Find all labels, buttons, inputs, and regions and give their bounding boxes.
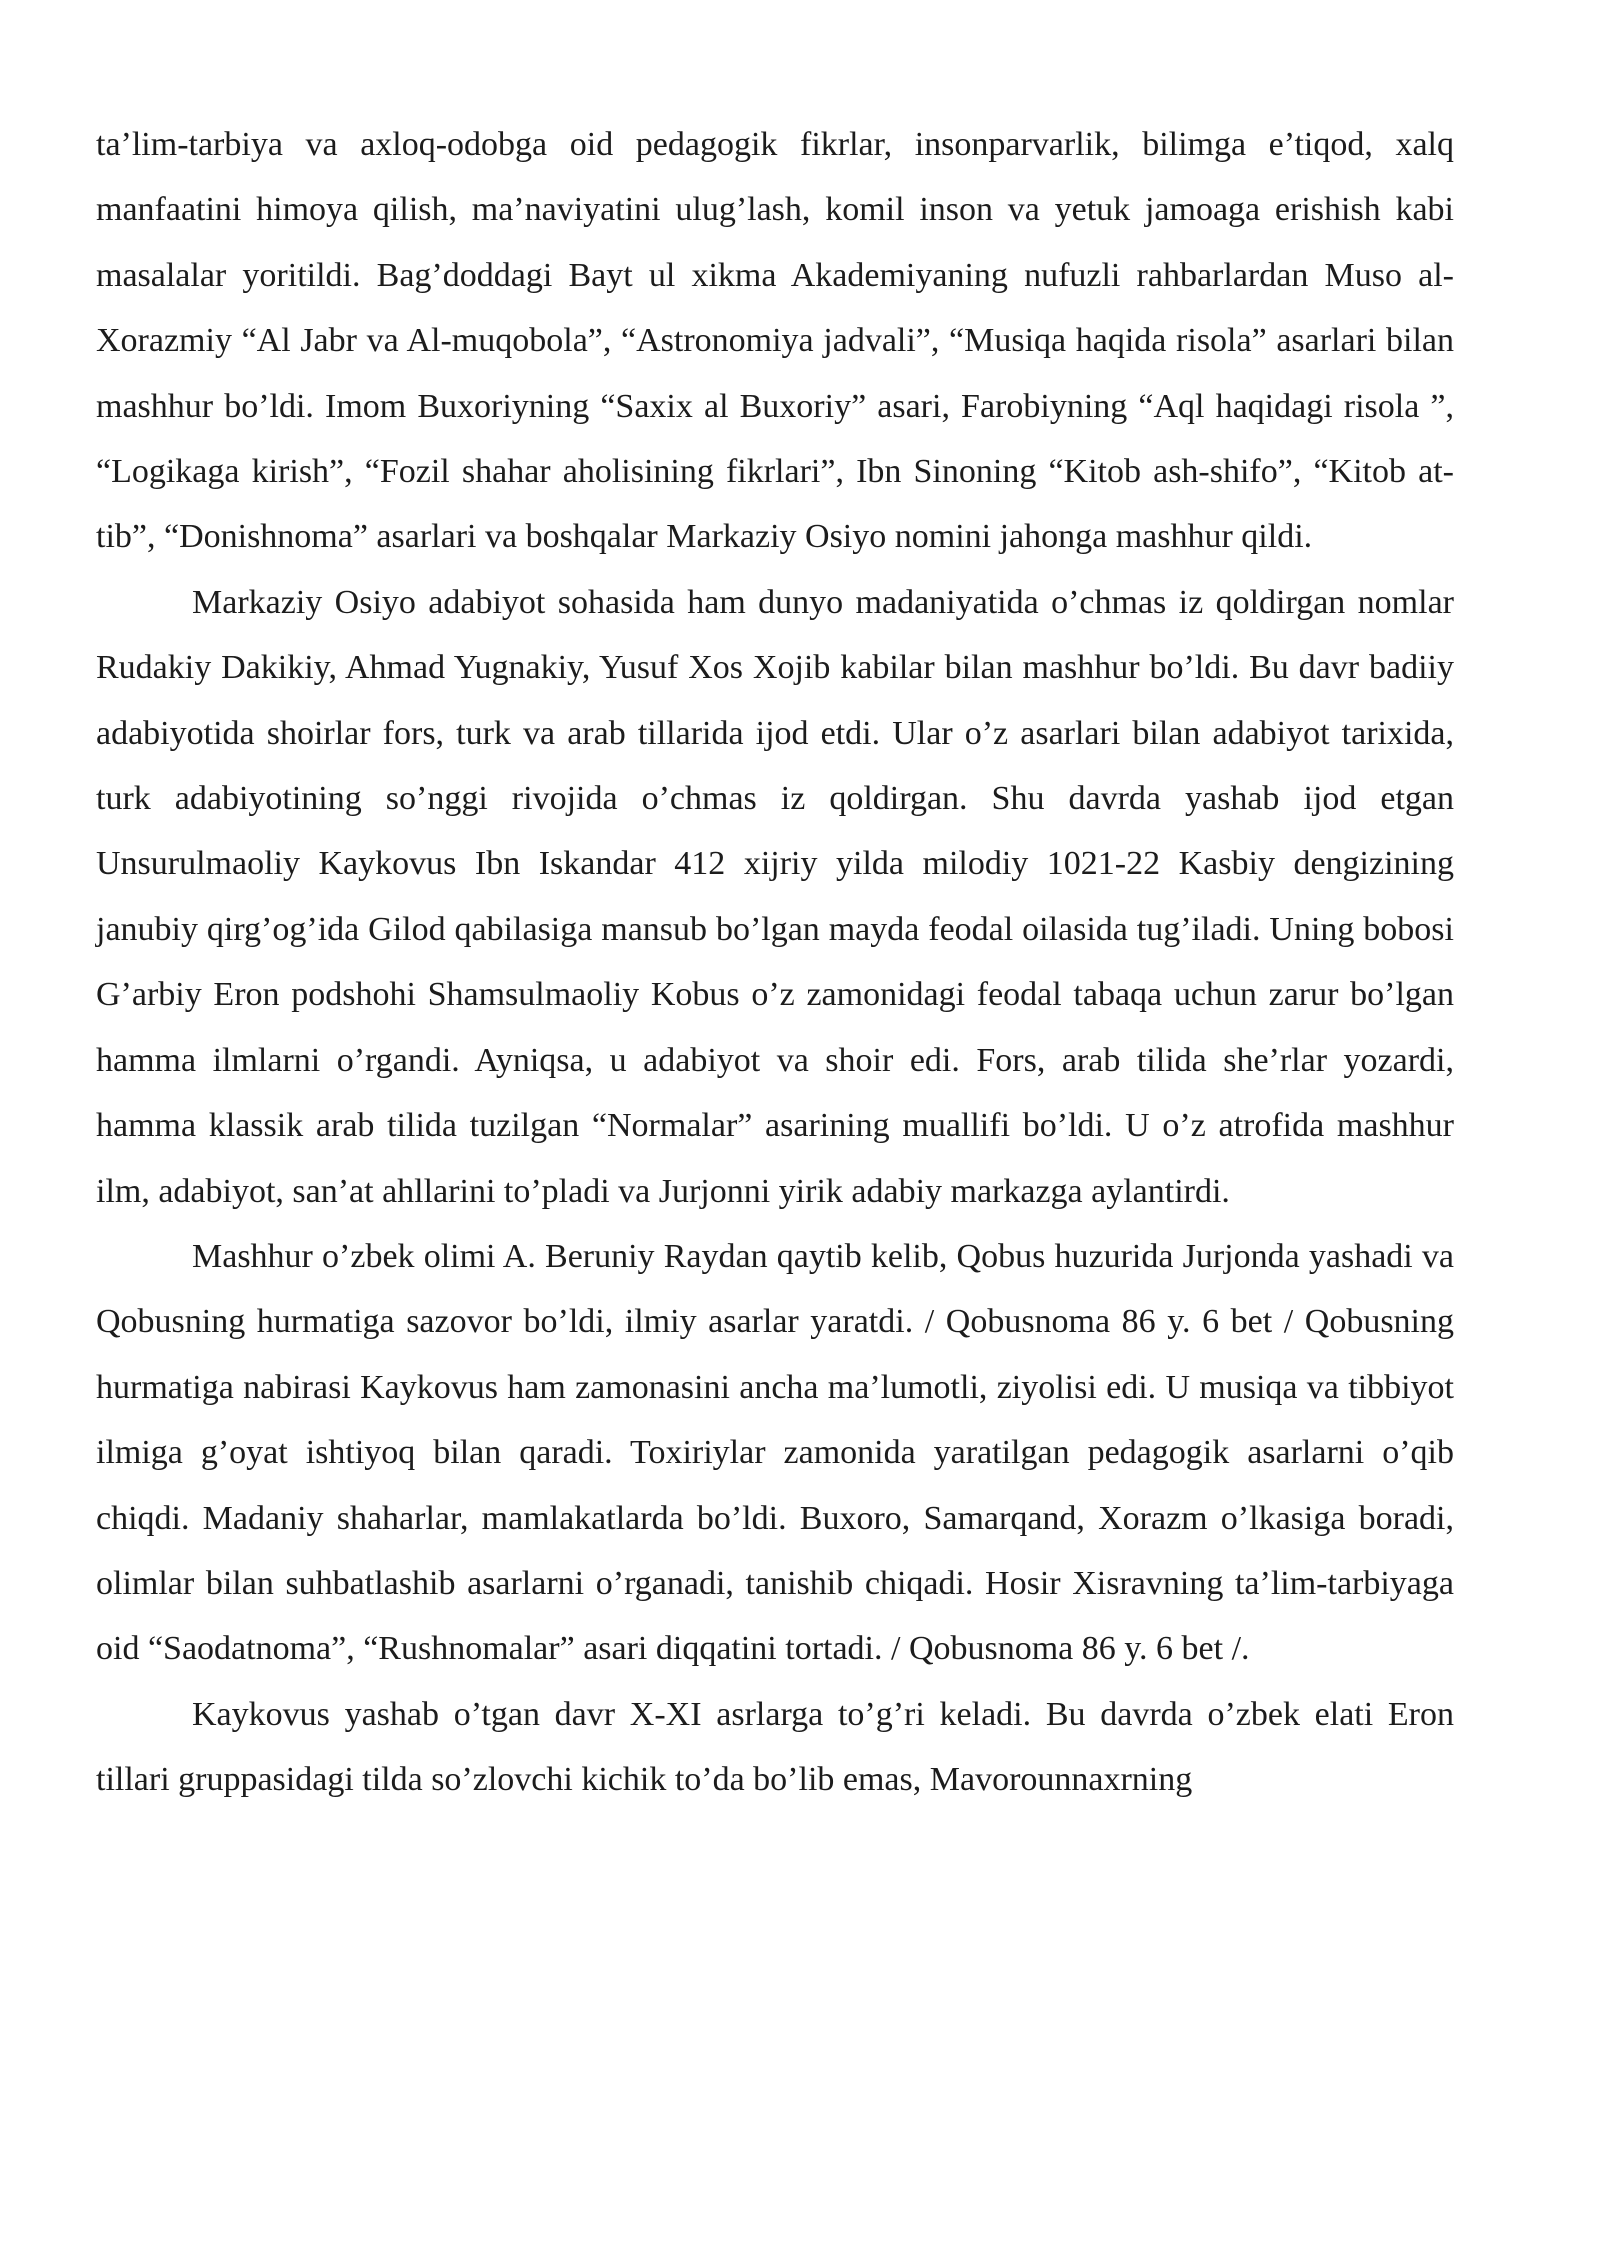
paragraph: ta’lim-tarbiya va axloq-odobga oid pedagogik fikrlar, insonparvarlik, bilimga e’tiqod, xalq manfaatini himoya qilish, ma’naviyatini ulug’lash, komil inson va yetuk jamoaga erishish kabi masalalar yoritildi. Bag’doddagi Bayt ul xikma Akademiyaning nufuzli rahbarlardan Muso al-Xorazmiy “Al Jabr va Al-muqobola”, “Astronomiya jadvali”, “Musiqa haqida risola” asarlari bilan mashhur bo’ldi. Imom Buxoriyning “Saxix al Buxoriy” asari, Farobiyning “Aql haqidagi risola ”, “Logikaga kirish”, “Fozil shahar aholisining fikrlari”, Ibn Sinoning “Kitob ash-shifo”, “Kitob at-tib”, “Donishnoma” asarlari va boshqalar Markaziy Osiyo nomini jahonga mashhur qildi. (96, 126, 1454, 556)
paragraph: Mashhur o’zbek olimi A. Beruniy Raydan qaytib kelib, Qobus huzurida Jurjonda yashadi va Qobusning hurmatiga sazovor bo’ldi, ilmiy asarlar yaratdi. / Qobusnoma 86 y. 6 bet / Qobusning hurmatiga nabirasi Kaykovus ham zamonasini ancha ma’lumotli, ziyolisi edi. U musiqa va tibbiyot ilmiga g’oyat ishtiyoq bilan qaradi. Toxiriylar zamonida yaratilgan pedagogik asarlarni o’qib chiqdi. Madaniy shaharlar, mamlakatlarda bo’ldi. Buxoro, Samarqand, Xorazm o’lkasiga boradi, olimlar bilan suhbatlashib asarlarni o’rganadi, tanishib chiqadi. Hosir Xisravning ta’lim-tarbiyaga oid “Saodatnoma”, “Rushnomalar” asari diqqatini tortadi. / Qobusnoma 86 y. 6 bet /. (96, 1237, 1454, 1668)
document-page (96, 112, 1454, 1813)
paragraph: Markaziy Osiyo adabiyot sohasida ham dunyo madaniyatida o’chmas iz qoldirgan nomlar Rudakiy Dakikiy, Ahmad Yugnakiy, Yusuf Xos Xojib kabilar bilan mashhur bo’ldi. Bu davr badiiy adabiyotida shoirlar fors, turk va arab tillarida ijod etdi. Ular o’z asarlari bilan adabiyot tarixida, turk adabiyotining so’nggi rivojida o’chmas iz qoldirgan. Shu davrda yashab ijod etgan Unsurulmaoliy Kaykovus Ibn Iskandar 412 xijriy yilda milodiy 1021-22 Kasbiy dengizining janubiy qirg’og’ida Gilod qabilasiga mansub bo’lgan mayda feodal oilasida tug’iladi. Uning bobosi G’arbiy Eron podshohi Shamsulmaoliy Kobus o’z zamonidagi feodal tabaqa uchun zarur bo’lgan hamma ilmlarni o’rgandi. Ayniqsa, u adabiyot va shoir edi. Fors, arab tilida she’rlar yozardi, hamma klassik arab tilida tuzilgan “Normalar” asarining muallifi bo’ldi. U o’z atrofida mashhur ilm, adabiyot, san’at ahllarini to’pladi va Jurjonni yirik adabiy markazga aylantirdi. (96, 583, 1454, 1210)
paragraph: Kaykovus yashab o’tgan davr X-XI asrlarga to’g’ri keladi. Bu davrda o’zbek elati Eron tillari gruppasidagi tilda so’zlovchi kichik to’da bo’lib emas, Mavorounnaxrning (96, 1695, 1454, 1799)
